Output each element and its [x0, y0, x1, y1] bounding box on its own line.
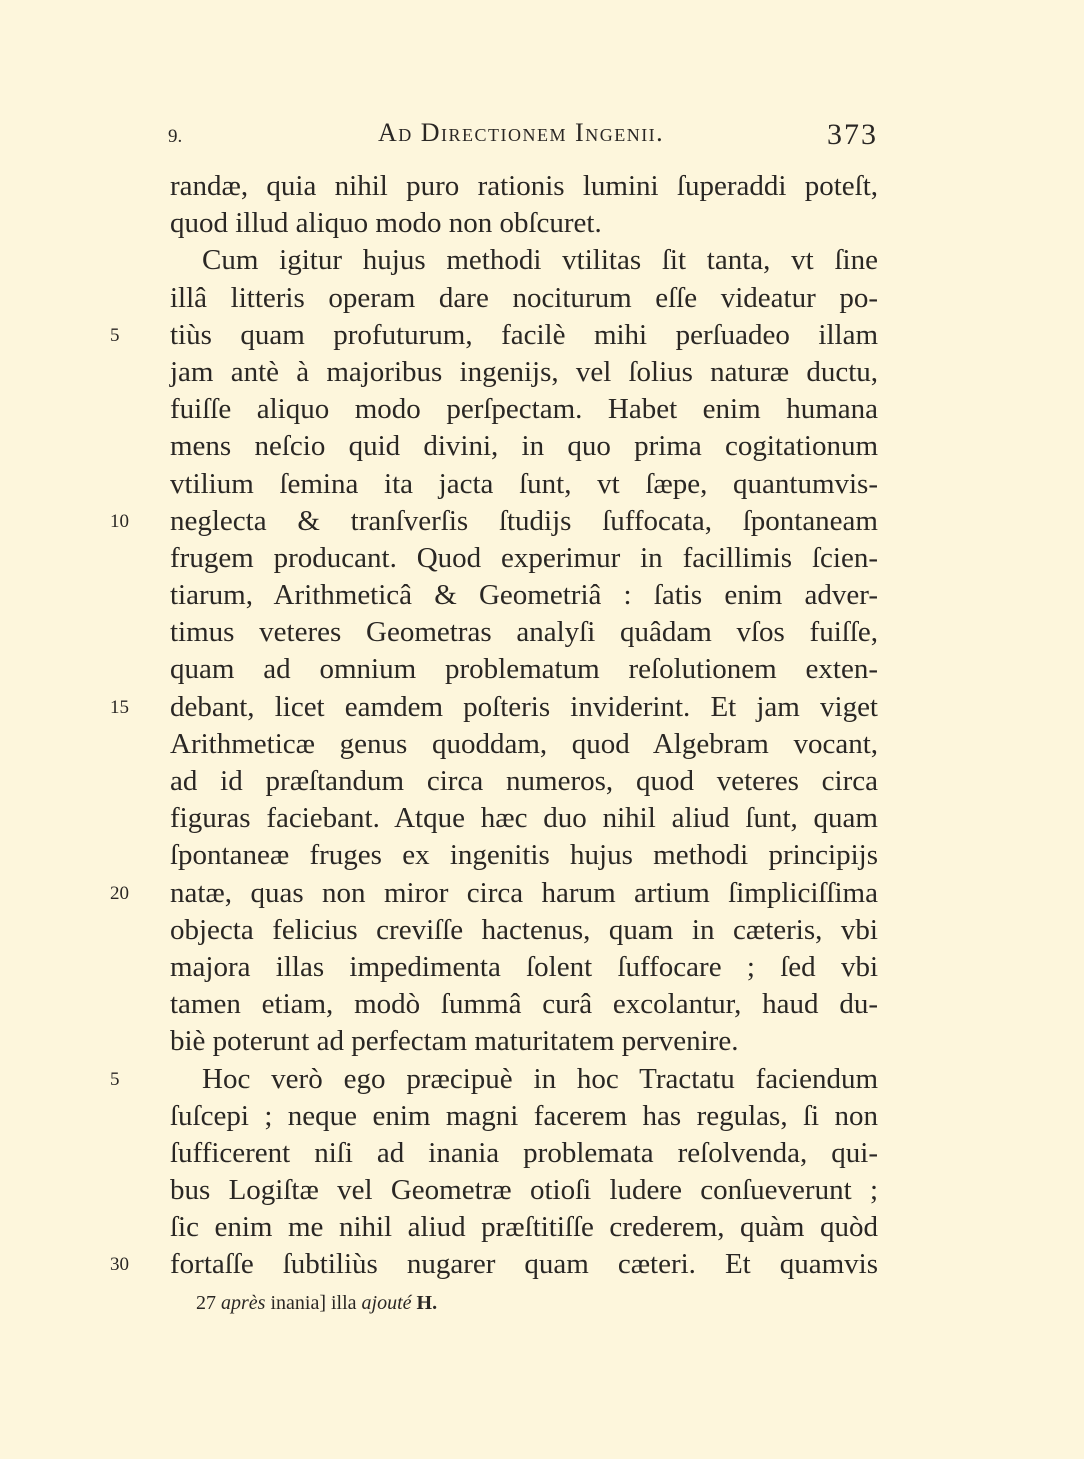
footnote-lemma: inania]	[270, 1292, 326, 1314]
text-line-content: ſufficerent niſi ad inania problemata reſolvenda, qui-	[170, 1136, 878, 1169]
text-line-content: biè poterunt ad perfectam maturitatem pervenire.	[170, 1025, 739, 1058]
text-line-content: ſic enim me nihil aliud præſtitiſſe crederem, quàm quòd	[170, 1211, 878, 1244]
text-line-content: fortaſſe ſubtiliùs nugarer quam cæteri. Et quamvis	[170, 1248, 878, 1281]
page-number: 373	[827, 118, 878, 151]
running-header	[168, 118, 878, 158]
text-line-content: debant, licet eamdem poſteris inviderint. Et jam viget	[170, 690, 878, 723]
text-line-content: illâ litteris operam dare nociturum eſſe videatur po-	[170, 281, 878, 314]
text-line	[170, 1209, 878, 1246]
text-line	[170, 1172, 878, 1209]
footnote-reading: illa	[330, 1292, 357, 1314]
margin-line-number: 10	[110, 510, 129, 532]
text-line-content: Hoc verò ego præcipuè in hoc Tractatu faciendum	[202, 1062, 878, 1095]
text-line	[170, 763, 878, 800]
text-line	[170, 651, 878, 688]
text-line-content: mens neſcio quid divini, in quo prima cogitationum	[170, 430, 878, 463]
text-line-content: majora illas impedimenta ſolent ſuffocare ; ſed vbi	[170, 950, 878, 983]
footnote	[196, 1292, 437, 1315]
text-line	[170, 614, 878, 651]
text-line	[170, 354, 878, 391]
text-line	[110, 503, 878, 540]
text-line	[170, 205, 878, 242]
text-line-content: timus veteres Geometras analyſi quâdam vſos fuiſſe,	[170, 616, 878, 649]
margin-line-number: 5	[110, 324, 120, 346]
text-line-content: Arithmeticæ genus quoddam, quod Algebram vocant,	[170, 727, 878, 760]
text-line-content: natæ, quas non miror circa harum artium ſimpliciſſima	[170, 876, 878, 909]
text-line	[170, 912, 878, 949]
text-line	[170, 1098, 878, 1135]
text-line-content: vtilium ſemina ita jacta ſunt, vt ſæpe, quantumvis-	[170, 467, 878, 500]
margin-line-number: 20	[110, 882, 129, 904]
text-line-content: fuiſſe aliquo modo perſpectam. Habet enim humana	[170, 393, 878, 426]
text-line	[170, 986, 878, 1023]
text-line-content: tamen etiam, modò ſummâ curâ excolantur, haud du-	[170, 988, 878, 1021]
text-line	[170, 168, 878, 205]
text-line-content: tiarum, Arithmeticâ & Geometriâ : ſatis enim adver-	[170, 579, 878, 612]
footnote-apres: après	[221, 1292, 266, 1314]
chapter-number: 9.	[168, 126, 183, 147]
running-title: Ad Directionem Ingenii.	[378, 118, 665, 147]
text-line	[170, 391, 878, 428]
text-line-content: randæ, quia nihil puro rationis lumini ſuperaddi poteſt,	[170, 170, 878, 202]
text-line	[170, 949, 878, 986]
text-line	[170, 280, 878, 317]
footnote-line-number: 27	[196, 1292, 216, 1314]
text-line	[170, 466, 878, 503]
text-line-content: quod illud aliquo modo non obſcuret.	[170, 207, 602, 240]
text-line	[170, 428, 878, 465]
text-line	[170, 577, 878, 614]
text-line-content: ſuſcepi ; neque enim magni facerem has regulas, ſi non	[170, 1099, 878, 1132]
margin-line-number: 5	[110, 1068, 120, 1090]
footnote-ajoute: ajouté	[361, 1292, 412, 1314]
text-line	[110, 317, 878, 354]
text-line	[110, 1061, 878, 1098]
text-line-content: Cum igitur hujus methodi vtilitas ſit tanta, vt ſine	[202, 244, 878, 277]
text-line-content: objecta felicius creviſſe hactenus, quam in cæteris, vbi	[170, 913, 878, 946]
text-line	[110, 689, 878, 726]
text-line	[170, 837, 878, 874]
text-line	[110, 1246, 878, 1283]
footnote-siglum: H.	[416, 1292, 438, 1314]
text-line-content: bus Logiſtæ vel Geometræ otioſi ludere conſueverunt ;	[170, 1174, 878, 1207]
text-line-content: quam ad omnium problematum reſolutionem exten-	[170, 653, 878, 686]
text-line	[170, 726, 878, 763]
text-line-content: figuras faciebant. Atque hæc duo nihil aliud ſunt, quam	[170, 802, 878, 835]
text-line-content: tiùs quam profuturum, facilè mihi perſuadeo illam	[170, 318, 878, 351]
text-line	[110, 875, 878, 912]
text-line-content: frugem producant. Quod experimur in facillimis ſcien-	[170, 541, 878, 574]
text-line	[170, 800, 878, 837]
text-line-content: jam antè à majoribus ingenijs, vel ſolius naturæ ductu,	[170, 355, 878, 388]
margin-line-number: 30	[110, 1254, 129, 1276]
text-line-content: neglecta & tranſverſis ſtudijs ſuffocata, ſpontaneam	[170, 504, 878, 537]
text-line-content: ad id præſtandum circa numeros, quod veteres circa	[170, 765, 878, 797]
text-line-content: ſpontaneæ fruges ex ingenitis hujus methodi principijs	[170, 839, 878, 872]
text-line	[170, 242, 878, 279]
body-text	[110, 168, 878, 1284]
text-line	[170, 540, 878, 577]
text-line	[170, 1135, 878, 1172]
text-line	[170, 1023, 878, 1060]
margin-line-number: 15	[110, 696, 129, 718]
